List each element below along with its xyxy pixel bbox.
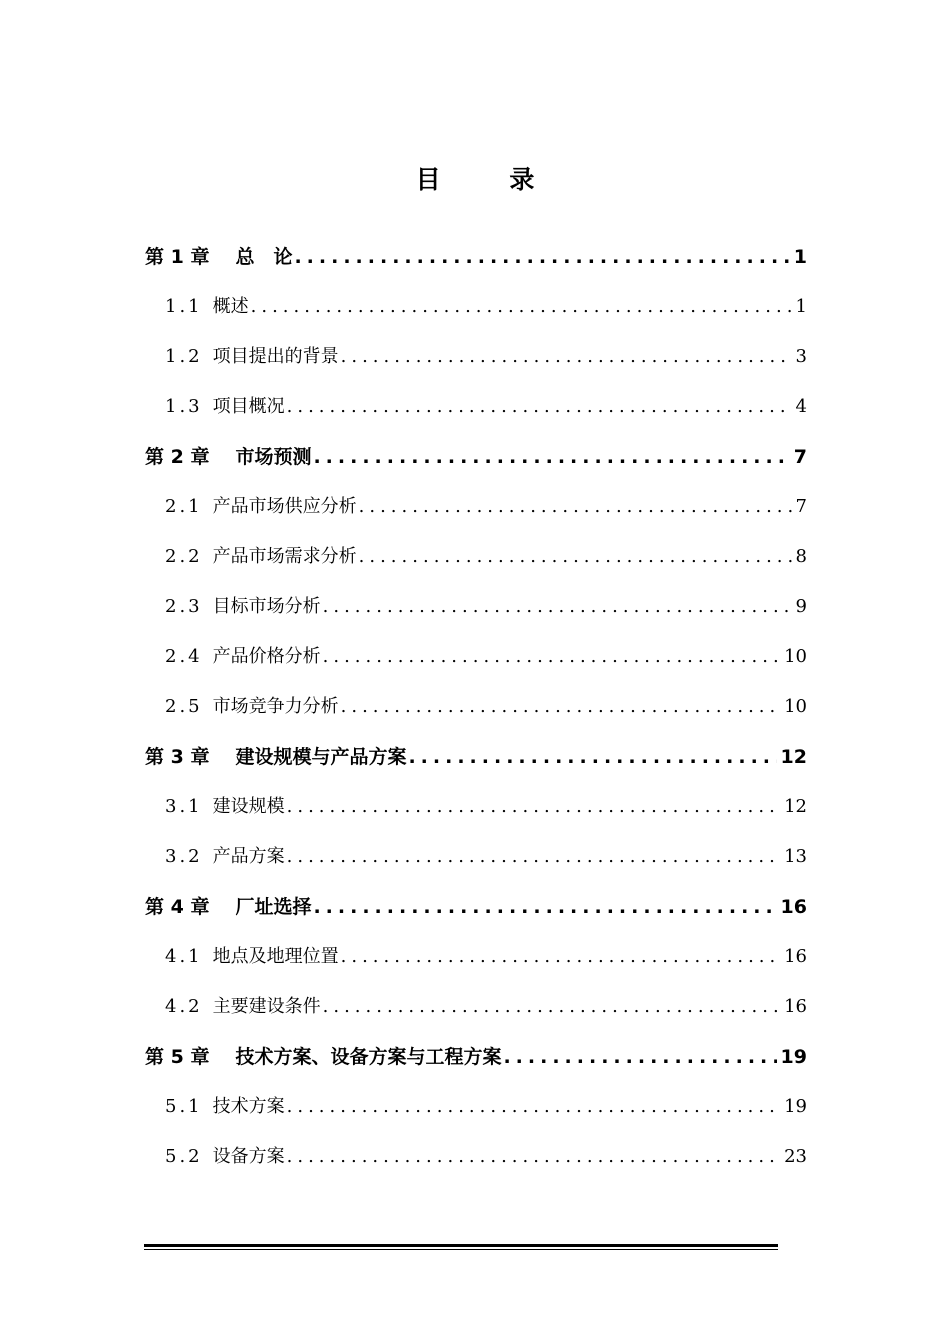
entry-title: 产品方案 [212,846,285,867]
dot-leader [251,292,792,322]
toc-section-2-3[interactable] [165,592,807,622]
toc-section-5-1[interactable] [165,1092,807,1122]
toc-section-1-3[interactable] [165,392,807,422]
toc-chapter-5[interactable] [145,1042,807,1072]
entry-number: 第 1 章 [145,246,210,268]
entry-number: 2.1 [165,496,203,517]
entry-title: 技术方案、设备方案与工程方案 [235,1046,502,1068]
toc-section-2-1[interactable] [165,492,807,522]
dot-leader [359,542,792,572]
entry-title: 市场预测 [235,446,312,468]
entry-title: 产品市场供应分析 [212,496,357,517]
entry-number: 5.1 [165,1096,203,1117]
page-number: 12 [780,746,807,768]
dot-leader [341,942,780,972]
entry-title: 厂址选择 [235,896,312,918]
dot-leader [287,392,792,422]
entry-number: 3.1 [165,796,203,817]
page-number: 1 [793,246,807,268]
page-title: 目 录 [415,165,565,194]
toc-chapter-4[interactable] [145,892,807,922]
entry-number: 第 4 章 [145,896,210,918]
entry-title: 目标市场分析 [212,596,321,617]
entry-title: 地点及地理位置 [212,946,339,967]
footer-rule-thin [144,1249,778,1250]
entry-number: 1.2 [165,346,203,367]
footer-rule-thick [144,1244,778,1247]
entry-title: 总 论 [235,246,293,268]
page-number: 7 [793,446,807,468]
entry-number: 4.2 [165,996,203,1017]
toc-chapter-3[interactable] [145,742,807,772]
page-number: 7 [795,496,807,517]
dot-leader [359,492,792,522]
entry-number: 1.1 [165,296,203,317]
page-number: 3 [795,346,807,367]
dot-leader [313,442,789,472]
entry-title: 产品价格分析 [212,646,321,667]
toc-section-1-1[interactable] [165,292,807,322]
page-number: 16 [780,896,807,918]
dot-leader [408,742,776,772]
page-number: 16 [784,946,807,967]
entry-number: 第 2 章 [145,446,210,468]
dot-leader [323,592,792,622]
toc-section-2-4[interactable] [165,642,807,672]
entry-number: 2.5 [165,696,203,717]
dot-leader [341,692,780,722]
toc-section-3-1[interactable] [165,792,807,822]
page-number: 23 [784,1146,807,1167]
page-number: 9 [795,596,807,617]
entry-number: 第 5 章 [145,1046,210,1068]
entry-number: 5.2 [165,1146,203,1167]
page-number: 16 [784,996,807,1017]
toc-section-3-2[interactable] [165,842,807,872]
entry-title: 产品市场需求分析 [212,546,357,567]
dot-leader [341,342,792,372]
page-number: 13 [784,846,807,867]
entry-title: 概述 [212,296,249,317]
entry-title: 项目概况 [212,396,285,417]
dot-leader [287,1092,780,1122]
dot-leader [503,1042,776,1072]
entry-title: 技术方案 [212,1096,285,1117]
dot-leader [313,892,776,922]
toc-section-5-2[interactable] [165,1142,807,1172]
entry-title: 项目提出的背景 [212,346,339,367]
dot-leader [287,842,780,872]
page-number: 4 [795,396,807,417]
toc-section-1-2[interactable] [165,342,807,372]
page-number: 12 [784,796,807,817]
dot-leader [323,992,780,1022]
entry-number: 4.1 [165,946,203,967]
dot-leader [323,642,780,672]
dot-leader [287,792,780,822]
entry-number: 3.2 [165,846,203,867]
toc-chapter-2[interactable] [145,442,807,472]
page-number: 10 [784,646,807,667]
toc-section-4-2[interactable] [165,992,807,1022]
dot-leader [294,242,789,272]
toc-section-2-2[interactable] [165,542,807,572]
entry-title: 设备方案 [212,1146,285,1167]
entry-title: 主要建设条件 [212,996,321,1017]
entry-number: 2.4 [165,646,203,667]
toc-chapter-1[interactable] [145,242,807,272]
entry-title: 建设规模 [212,796,285,817]
toc-section-4-1[interactable] [165,942,807,972]
entry-title: 市场竞争力分析 [212,696,339,717]
page-number: 8 [795,546,807,567]
entry-number: 第 3 章 [145,746,210,768]
entry-title: 建设规模与产品方案 [235,746,407,768]
footer-divider [144,1244,778,1250]
entry-number: 1.3 [165,396,203,417]
page-number: 19 [784,1096,807,1117]
page-number: 19 [780,1046,807,1068]
entry-number: 2.2 [165,546,203,567]
dot-leader [287,1142,780,1172]
page-number: 10 [784,696,807,717]
page-number: 1 [795,296,807,317]
toc-section-2-5[interactable] [165,692,807,722]
entry-number: 2.3 [165,596,203,617]
